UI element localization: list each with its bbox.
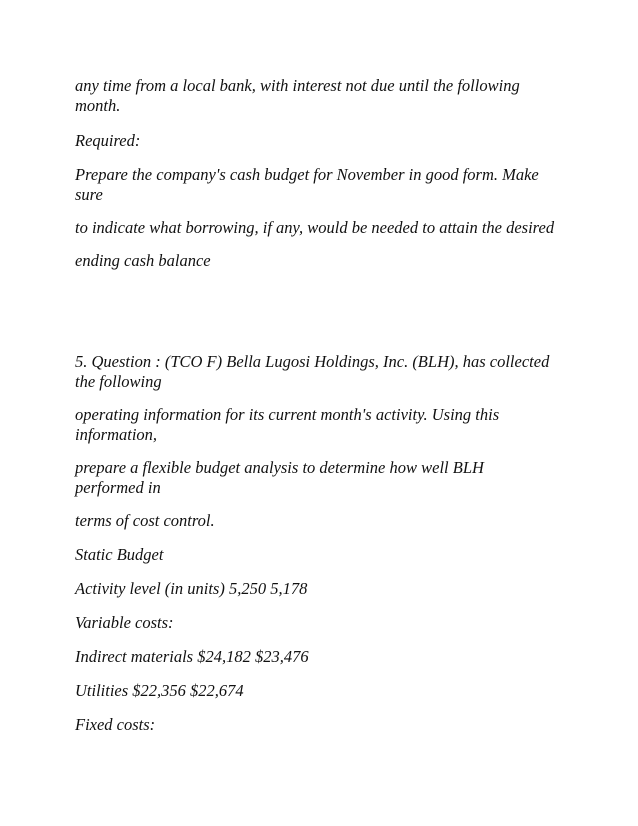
text-line: sure	[75, 184, 103, 204]
text-line: operating information for its current month's activity. Using this	[75, 405, 500, 424]
paragraph-question-5	[75, 352, 575, 391]
paragraph-variable-costs	[75, 613, 575, 633]
paragraph-activity-level	[75, 579, 575, 599]
paragraph-flexible-budget	[75, 458, 575, 497]
text-line: any time from a local bank, with interest not due until the following	[75, 76, 520, 95]
text-line: performed in	[75, 477, 161, 497]
paragraph-required-heading	[75, 131, 575, 151]
paragraph-indirect-materials	[75, 647, 575, 667]
text-line: Fixed costs:	[75, 715, 156, 734]
text-line: 5. Question : (TCO F) Bella Lugosi Holdings, Inc. (BLH), has collected	[75, 352, 550, 371]
text-line: to indicate what borrowing, if any, would be needed to attain the desired	[75, 218, 555, 237]
paragraph-borrowing	[75, 218, 575, 238]
text-line: Indirect materials $24,182 $23,476	[75, 647, 309, 666]
text-line: the following	[75, 371, 162, 391]
text-line: information,	[75, 424, 158, 444]
text-line: terms of cost control.	[75, 511, 215, 530]
text-line: month.	[75, 95, 121, 115]
text-line: Required:	[75, 131, 141, 150]
text-line: Static Budget	[75, 545, 164, 564]
paragraph-loan-terms	[75, 76, 575, 115]
text-line: Activity level (in units) 5,250 5,178	[75, 579, 308, 598]
text-line: Utilities $22,356 $22,674	[75, 681, 244, 700]
paragraph-utilities	[75, 681, 575, 701]
paragraph-fixed-costs	[75, 715, 575, 735]
paragraph-operating-info	[75, 405, 575, 444]
text-line: ending cash balance	[75, 251, 211, 270]
text-line: Prepare the company's cash budget for November in good form. Make	[75, 165, 539, 184]
paragraph-cost-control	[75, 511, 575, 531]
paragraph-static-budget	[75, 545, 575, 565]
text-line: Variable costs:	[75, 613, 174, 632]
paragraph-ending-cash	[75, 251, 575, 271]
text-line: prepare a flexible budget analysis to determine how well BLH	[75, 458, 484, 477]
paragraph-prepare-cash-budget	[75, 165, 575, 204]
